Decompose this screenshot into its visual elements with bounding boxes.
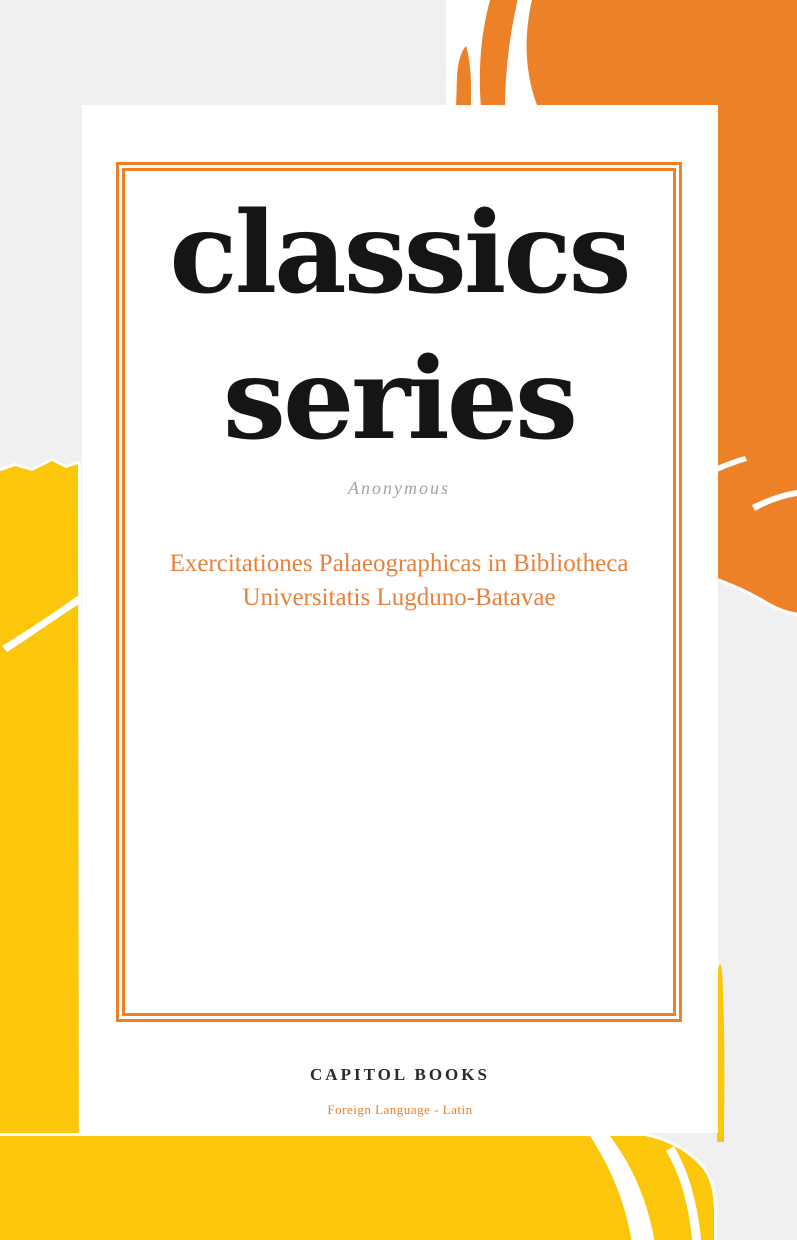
series-title-line2: series	[222, 333, 576, 465]
yellow-brush-left	[0, 461, 79, 1240]
book-title-line2: Universitatis Lugduno-Batavae	[242, 584, 556, 612]
category-label: Foreign Language - Latin	[327, 1102, 473, 1117]
book-title	[125, 547, 673, 615]
author-name: Anonymous	[348, 478, 450, 499]
orange-brush-spike	[456, 46, 471, 108]
series-title-line1: classics	[169, 188, 629, 319]
ornamental-border	[116, 162, 682, 1022]
book-title-line1: Exercitationes Palaeographicas in Bibliotheca	[169, 550, 629, 578]
ornamental-border-inner	[122, 168, 676, 1016]
publisher-name: CAPITOL BOOKS	[310, 1065, 490, 1084]
cover-card	[82, 105, 718, 1133]
cover-footer	[82, 1060, 718, 1118]
series-title	[125, 181, 673, 472]
yellow-brush-edge-streak	[717, 964, 724, 1142]
